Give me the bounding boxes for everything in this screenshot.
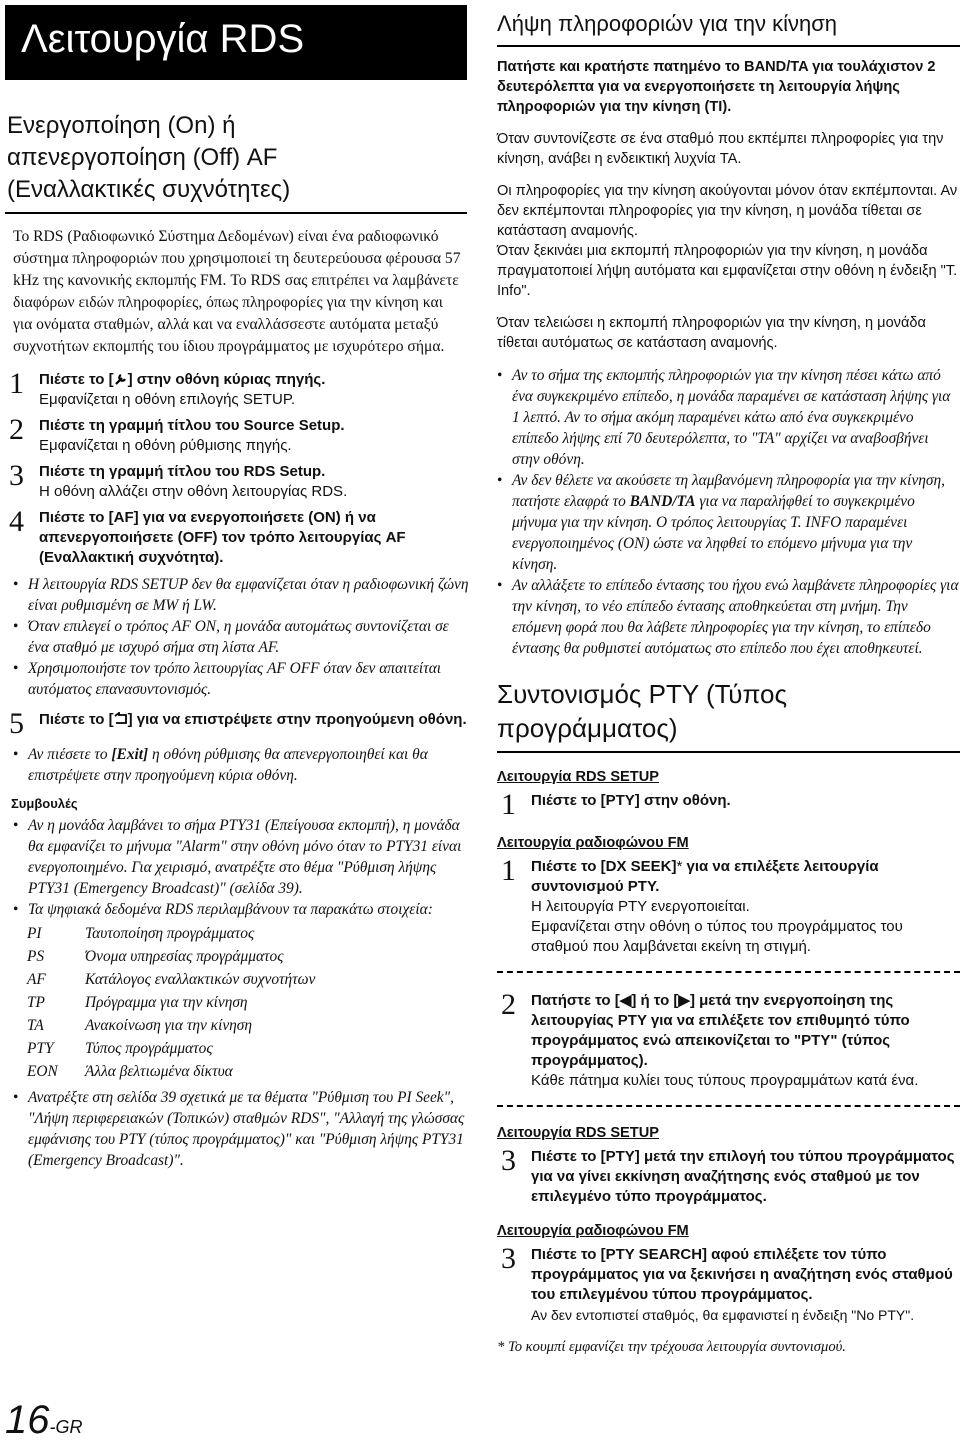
abbr-key: PS xyxy=(27,948,45,965)
exit-note-list xyxy=(13,744,470,786)
step-number: 5 xyxy=(9,707,24,740)
abbr-value: Πρόγραμμα για την κίνηση xyxy=(85,994,248,1011)
step-instruction-text: Πιέστε το [ xyxy=(39,711,114,728)
step-result: Αν δεν εντοπιστεί σταθμός, θα εμφανιστεί η ένδειξη "No PTY". xyxy=(531,1307,915,1323)
section-title-line: προγράμματος) xyxy=(497,713,678,743)
step-instruction: Πιέστε το [AF] για να ενεργοποιήσετε (ON) ή να απενεργοποιήσετε (OFF) τον τρόπο λειτουργίας AF (Εναλλακτική συχνότητα). xyxy=(39,509,406,566)
note-item: • Όταν επιλεγεί ο τρόπος AF ON, η μονάδα αυτομάτως συντονίζεται σε ένα σταθμό με ισχυρό σήμα στη λίστα AF. xyxy=(13,616,470,658)
page-title: Λειτουργία RDS xyxy=(5,5,467,80)
abbr-key: EON xyxy=(27,1063,58,1080)
rds-abbreviation-table xyxy=(27,922,315,1083)
step-2 xyxy=(5,413,470,456)
page-number xyxy=(5,1400,83,1440)
right-column xyxy=(487,0,960,1356)
section-title-pty xyxy=(497,677,960,745)
abbr-key: TP xyxy=(27,994,45,1011)
dashed-divider xyxy=(497,971,960,973)
traffic-instruction: Πατήστε και κρατήστε πατημένο το BAND/TA για τουλάχιστον 2 δευτερόλεπτα για να ενεργοποιήσετε τη λειτουργία λήψης πληροφοριών για την κίνηση (TI). xyxy=(497,59,936,115)
step-instruction: Πιέστε το [PTY] μετά την επιλογή του τύπου προγράμματος για να γίνει εκκίνηση αναζήτησης ενός σταθμού με τον επιλεγμένο τύπο προγράμματος. xyxy=(531,1148,955,1205)
step-result: Η λειτουργία PTY ενεργοποιείται. xyxy=(531,898,750,915)
note-item xyxy=(497,470,960,575)
traffic-notes xyxy=(497,365,960,659)
note-item: • Χρησιμοποιήστε τον τρόπο λειτουργίας AF OFF όταν δεν απαιτείται αυτόματος επανασυντονισμός. xyxy=(13,658,470,700)
tip-item: • Ανατρέξτε στη σελίδα 39 σχετικά με τα θέματα "Ρύθμιση του PI Seek", "Λήψη περιφερειακών (Τοπικών) σταθμών RDS", "Αλλαγή της γλώσσας εμφάνισης του PTY (τύπος προγράμματος)" και "Ρύθμιση λήψης PTY31 (Emergency Broadcast)". xyxy=(13,1087,470,1171)
abbr-key: PI xyxy=(27,925,42,942)
subheading-fm: Λειτουργία ραδιοφώνου FM xyxy=(497,1223,689,1239)
step-instruction-text: για να επιλέξετε λειτουργία συντονισμού PTY. xyxy=(531,858,879,895)
section-title-line: απενεργοποίηση (Off) AF xyxy=(7,144,278,171)
step-instruction-text: Πιέστε το [ xyxy=(39,371,114,388)
step-1 xyxy=(5,367,470,410)
pty-step-3-rds xyxy=(497,1144,960,1207)
step-number: 1 xyxy=(501,854,516,887)
step-result: Εμφανίζεται η οθόνη ρύθμισης πηγής. xyxy=(39,437,292,454)
section-title-line: (Εναλλακτικές συχνότητες) xyxy=(7,176,291,203)
section-title-traffic: Λήψη πληροφοριών για την κίνηση xyxy=(497,11,838,36)
tips-list xyxy=(13,815,470,920)
step-instruction: Πιέστε τη γραμμή τίτλου του Source Setup. xyxy=(39,417,345,434)
footnote-marker: * xyxy=(676,858,683,875)
setup-wrench-icon xyxy=(114,372,128,386)
section-title-af xyxy=(7,110,470,206)
page-number-value: 16 xyxy=(5,1398,50,1440)
page-number-suffix: -GR xyxy=(49,1417,83,1437)
step-5 xyxy=(5,707,470,740)
note-item: • Αν αλλάξετε το επίπεδο έντασης του ήχου ενώ λαμβάνετε πληροφορίες για την κίνηση, το νέο επίπεδο έντασης αποθηκεύεται στη μνήμη. Την επόμενη φορά που θα λάβετε πληροφορίες για την κίνηση, το επίπεδο έντασης θα ρυθμιστεί αυτόματως στο επίπεδο που έχει αποθηκευτεί. xyxy=(497,575,960,659)
pty-step-1-rds xyxy=(497,788,960,821)
paragraph: Οι πληροφορίες για την κίνηση ακούγονται μόνον όταν εκπέμπονται. Αν δεν εκπέμπονται πληροφορίες για την κίνηση, η μονάδα τίθεται σε κατάσταση αναμονής. xyxy=(497,183,958,239)
note-item: • Η λειτουργία RDS SETUP δεν θα εμφανίζεται όταν η ραδιοφωνική ζώνη είναι ρυθμισμένη σε MW ή LW. xyxy=(13,574,470,616)
step-instruction: Πιέστε το [PTY SEARCH] αφού επιλέξετε τον τύπο προγράμματος για να ξεκινήσει η αναζήτηση ενός σταθμού του επιλεγμένου τύπου προγράμματος. xyxy=(531,1246,953,1303)
abbr-value: Τύπος προγράμματος xyxy=(85,1040,213,1057)
step-instruction-text: ] στην οθόνη κύριας πηγής. xyxy=(127,371,326,388)
step-result: Κάθε πάτημα κυλίει τους τύπους προγραμμάτων κατά ένα. xyxy=(531,1072,919,1089)
pty-step-1-fm xyxy=(497,854,960,957)
footnote: * Το κουμπί εμφανίζει την τρέχουσα λειτουργία συντονισμού. xyxy=(497,1339,846,1355)
step-instruction: Πιέστε το [PTY] στην οθόνη. xyxy=(531,792,731,809)
abbr-value: Όνομα υπηρεσίας προγράμματος xyxy=(85,948,284,965)
step-number: 2 xyxy=(9,413,24,446)
step-number: 3 xyxy=(501,1242,516,1275)
subheading-rds-setup: Λειτουργία RDS SETUP xyxy=(497,769,659,785)
step-number: 2 xyxy=(501,988,516,1021)
abbr-value: Ανακοίνωση για την κίνηση xyxy=(85,1017,253,1034)
section-title-line: Ενεργοποίηση (On) ή xyxy=(7,112,236,139)
abbr-key: TA xyxy=(27,1017,44,1034)
step-result: Εμφανίζεται στην οθόνη ο τύπος του προγράμματος του σταθμού που λαμβάνεται εκείνη τη στιγμή. xyxy=(531,918,903,955)
step-number: 1 xyxy=(9,367,24,400)
step-instruction-text: ] για να επιστρέψετε στην προηγούμενη οθόνη. xyxy=(127,711,467,728)
abbr-value: Κατάλογος εναλλακτικών συχνοτήτων xyxy=(85,971,316,988)
return-icon xyxy=(114,712,128,726)
intro-paragraph: Το RDS (Ραδιοφωνικό Σύστημα Δεδομένων) είναι ένα ραδιοφωνικό σύστημα πληροφοριών που χρησιμοποιεί τη δευτερεύουσα φέρουσα 57 kHz της κανονικής εκπομπής FM. Το RDS σας επιτρέπει να λαμβάνετε διαφόρων ειδών πληροφορίες, όπως πληροφορίες για την κίνηση και για ονόματα σταθμών, αλλά και να εναλλάσσεστε αυτόματα μεταξύ συχνοτήτων εκπομπής του ίδιου προγράμματος με ισχυρότερο σήμα. xyxy=(13,228,461,355)
tips-list-2 xyxy=(13,1087,470,1171)
section-divider xyxy=(5,212,467,214)
abbr-key: PTY xyxy=(27,1040,54,1057)
pty-step-3-fm xyxy=(497,1242,960,1325)
paragraph: Όταν συντονίζεστε σε ένα σταθμό που εκπέμπει πληροφορίες για την κίνηση, ανάβει η ενδεικτική λυχνία TA. xyxy=(497,131,944,167)
notes-list xyxy=(13,574,470,700)
note-text: Αν πιέσετε το xyxy=(28,746,112,763)
step-instruction xyxy=(531,857,960,897)
paragraph: Όταν ξεκινάει μια εκπομπή πληροφοριών για την κίνηση, η μονάδα πραγματοποιεί λήψη αυτόματα και εμφανίζεται στην οθόνη η ένδειξη "T. Info". xyxy=(497,243,958,299)
pty-step-2 xyxy=(497,988,960,1091)
note-item xyxy=(13,744,470,786)
step-instruction xyxy=(531,991,960,1071)
table-row xyxy=(27,1014,315,1037)
section-title-line: Συντονισμός PTY (Τύπος xyxy=(497,679,788,709)
step-instruction-text: Πιέστε το [DX SEEK] xyxy=(531,858,677,875)
triangle-left-icon: ◀ xyxy=(619,992,632,1009)
tip-item: • Αν η μονάδα λαμβάνει το σήμα PTY31 (Επείγουσα εκπομπή), η μονάδα θα εμφανίζει το μήνυμα "Alarm" στην οθόνη μόνο όταν το PTY31 είναι ενεργοποιημένο. Για χειρισμό, ανατρέξτε στο θέμα "Ρύθμιση λήψης PTY31 (Emergency Broadcast)" (σελίδα 39). xyxy=(13,815,470,899)
table-row xyxy=(27,922,315,945)
subheading-rds-setup: Λειτουργία RDS SETUP xyxy=(497,1125,659,1141)
step-number: 4 xyxy=(9,505,24,538)
note-text: η οθόνη ρύθμισης θα απενεργοποιηθεί και θα επιστρέψετε στην προηγούμενη κύρια οθόνη. xyxy=(28,746,428,784)
abbr-key: AF xyxy=(27,971,46,988)
step-result: Η οθόνη αλλάζει στην οθόνη λειτουργίας RDS. xyxy=(39,483,348,500)
exit-button-ref: [Exit] xyxy=(111,746,149,763)
abbr-value: Ταυτοποίηση προγράμματος xyxy=(85,925,255,942)
note-item: • Αν το σήμα της εκπομπής πληροφοριών για την κίνηση πέσει κάτω από ένα συγκεκριμένο επίπεδο, η μονάδα παραμένει σε κατάσταση λήψης για 1 λεπτό. Αν το σήμα ακόμη παραμένει κάτω από ένα συγκεκριμένο επίπεδο λήψης επί 70 δευτερόλεπτα, το "TA" αρχίζει να αναβοσβήνει στην οθόνη. xyxy=(497,365,960,470)
step-instruction-text: ] μετά την ενεργοποίηση της λειτουργίας PTY για να επιλέξετε τον επιθυμητό τύπο προγράμματος ενώ απεικονίζεται το "PTY" (τύπος προγράμματος). xyxy=(531,992,910,1069)
step-instruction: Πιέστε τη γραμμή τίτλου του RDS Setup. xyxy=(39,463,326,480)
table-row xyxy=(27,1060,315,1083)
left-column xyxy=(0,0,470,1181)
band-ta-ref: BAND/TA xyxy=(629,493,696,510)
dashed-divider xyxy=(497,1105,960,1107)
section-divider xyxy=(497,45,960,47)
step-number: 3 xyxy=(501,1144,516,1177)
step-instruction xyxy=(39,370,470,390)
step-number: 1 xyxy=(501,788,516,821)
table-row xyxy=(27,945,315,968)
note-text: για να παραλήφθεί το συγκεκριμένο μήνυμα για την κίνηση. Ο τρόπος λειτουργίας T. INFO παραμένει ενεργοποιημένος (ON) ώστε να ληφθεί το επόμενο μήνυμα για την κίνηση. xyxy=(512,493,915,573)
step-result: Εμφανίζεται η οθόνη επιλογής SETUP. xyxy=(39,391,296,408)
step-instruction-text: Πατήστε το [ xyxy=(531,992,620,1009)
note-text: Αν δεν θέλετε να ακούσετε τη λαμβανόμενη πληροφορία για την κίνηση, πατήστε ελαφρά το xyxy=(512,472,945,510)
step-instruction xyxy=(39,710,470,730)
section-divider xyxy=(497,751,960,753)
table-row xyxy=(27,968,315,991)
step-4 xyxy=(5,505,470,568)
step-instruction-text: ] ή το [ xyxy=(631,992,679,1009)
paragraph: Όταν τελειώσει η εκπομπή πληροφοριών για την κίνηση, η μονάδα τίθεται αυτόματως σε κατάσταση αναμονής. xyxy=(497,315,926,351)
tip-item: • Τα ψηφιακά δεδομένα RDS περιλαμβάνουν τα παρακάτω στοιχεία: xyxy=(13,899,470,920)
triangle-right-icon: ▶ xyxy=(678,992,690,1009)
step-3 xyxy=(5,459,470,502)
table-row xyxy=(27,1037,315,1060)
abbr-value: Άλλα βελτιωμένα δίκτυα xyxy=(85,1063,233,1080)
subheading-fm: Λειτουργία ραδιοφώνου FM xyxy=(497,835,689,851)
step-number: 3 xyxy=(9,459,24,492)
table-row xyxy=(27,991,315,1014)
tips-heading: Συμβουλές xyxy=(11,796,78,811)
